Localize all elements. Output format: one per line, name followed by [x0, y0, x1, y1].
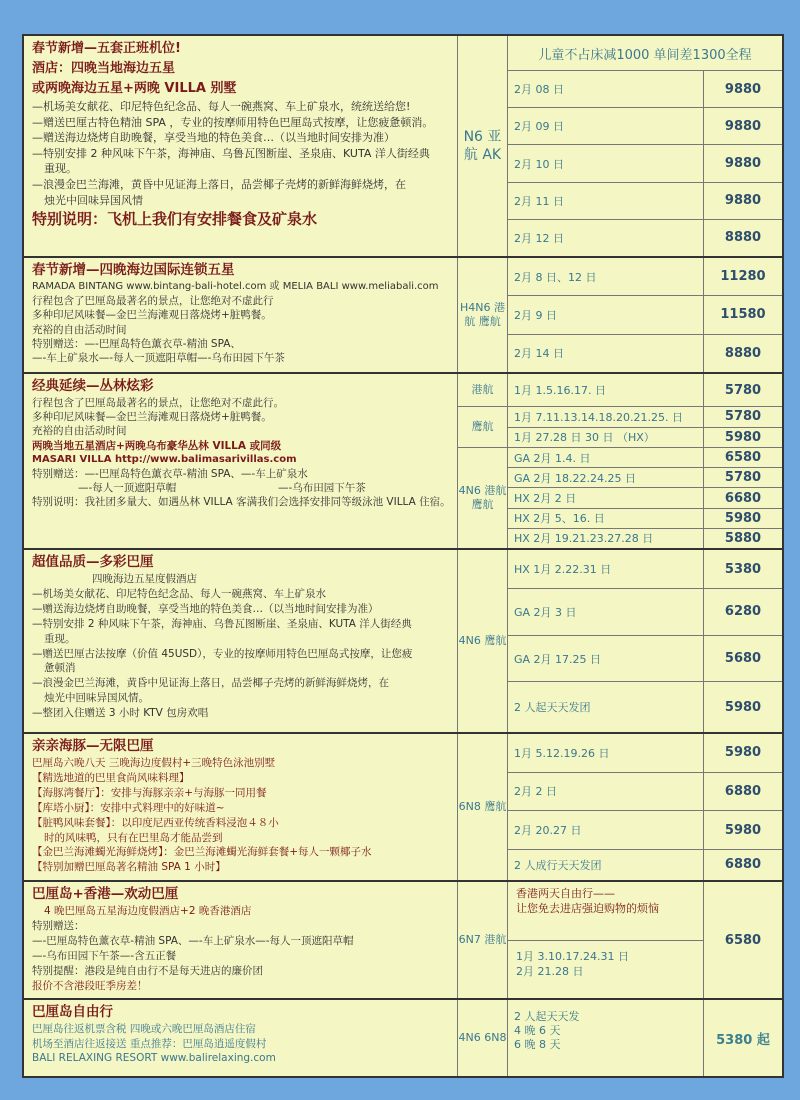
price-row [508, 773, 782, 812]
departure-date: 1月 3.10.17.24.31 日 [516, 949, 629, 963]
airline-code: 6N7 港航 [458, 882, 508, 998]
package-description [24, 258, 458, 372]
price-row [508, 220, 782, 256]
note-line: 香港两天自由行—— [516, 887, 615, 900]
departure-date: GA 2月 1.4. 日 [508, 448, 704, 467]
hotel-line: 或两晚海边五星+两晚 VILLA 别墅 [32, 81, 237, 96]
feature-line: 行程包含了巴厘岛最著名的景点，让您绝对不虚此行 [32, 295, 274, 308]
departure-date: 2月 10 日 [508, 145, 704, 181]
feature-line: 特别赠送： [32, 919, 85, 932]
feature-line: —赠送巴厘古特色精油 SPA ，专业的按摩师用特色巴厘岛式按摩，让您疲惫顿消。 [32, 115, 434, 129]
price-value: 11580 [720, 307, 766, 323]
package-dolphin [24, 734, 782, 882]
price-value: 6580 [724, 450, 762, 466]
feature-line: —浪漫金巴兰海滩，黄昏中见证海上落日，品尝椰子壳烤的新鲜海鲜烧烤，在 [32, 677, 389, 690]
feature-line: 多种印尼风味餐—金巴兰海滩观日落烧烤+脏鸭餐。 [32, 411, 272, 424]
airline-code: N6 亚航 AK [458, 36, 508, 256]
feature-line: 行程包含了巴厘岛最著名的景点，让您绝对不虚此行。 [32, 397, 284, 409]
price-row [508, 183, 782, 220]
departure-date: 4 晚 6 天 [514, 1024, 561, 1037]
feature-line: 【特别加赠巴厘岛著名精油 SPA 1 小时】 [32, 861, 226, 874]
price-value: 9880 [724, 193, 762, 209]
price-row [508, 850, 782, 880]
price-value: 5880 [724, 530, 762, 546]
feature-line: 重现。 [44, 162, 77, 176]
price-rows [508, 407, 782, 447]
departure-date: 1月 27.28 日 30 日 （HX） [508, 428, 704, 448]
price-row [508, 296, 782, 334]
feature-line: 【库塔小厨】：安排中式料理中的好味道~ [32, 801, 225, 814]
departure-date: 6 晚 8 天 [514, 1038, 561, 1051]
price-value: 8880 [724, 230, 762, 246]
price-row [508, 734, 782, 773]
feature-line: —整团入住赠送 3 小时 KTV 包房欢唱 [32, 707, 209, 720]
airline-code: 6N8 鹰航 [458, 734, 508, 880]
package-title: 巴厘岛+香港—欢动巴厘 [32, 886, 179, 902]
feature-line: 【脏鸭风味套餐】：以印度尼西亚传统香料浸泡４８小 [32, 816, 279, 829]
feature-line: —机场美女献花、印尼特色纪念品、每人一碗燕窝、车上矿泉水 [32, 587, 326, 600]
package-title: 超值品质—多彩巴厘 [32, 554, 154, 570]
price-row [508, 509, 782, 529]
feature-line: BALI RELAXING RESORT www.balirelaxing.com [32, 1052, 276, 1064]
note-line: 让您免去进店强迫购物的烦恼 [516, 902, 659, 915]
feature-line: —-乌布田园下午茶—-含五正餐 [32, 949, 177, 962]
package-bali-hongkong [24, 882, 782, 1000]
feature-line: 充裕的自由活动时间 [32, 425, 127, 438]
date-info [508, 882, 704, 998]
price-row [508, 71, 782, 108]
airline-code: 港航 [458, 374, 508, 406]
price-row [508, 428, 782, 448]
package-title: 巴厘岛自由行 [32, 1004, 113, 1020]
price-row [508, 448, 782, 468]
airline-code: 4N6 港航 鹰航 [458, 448, 508, 548]
departure-date: 1月 1.5.16.17. 日 [508, 374, 704, 406]
airline-code: 4N6 6N8 [458, 1000, 508, 1076]
price-row [508, 335, 782, 372]
departure-date: GA 2月 3 日 [508, 589, 704, 635]
price-row [508, 589, 782, 636]
package-free-travel [24, 1000, 782, 1076]
departure-date: HX 2月 2 日 [508, 488, 704, 507]
airline-code: 4N6 鹰航 [458, 550, 508, 732]
feature-line: —特别安排 2 种风味下午茶，海神庙、乌鲁瓦图断崖、圣泉庙、KUTA 洋人街经典 [32, 146, 430, 160]
departure-date: 2 人起天天发团 [508, 682, 704, 732]
feature-line: —特别安排 2 种风味下午茶，海神庙、乌鲁瓦图断崖、圣泉庙、KUTA 洋人街经典 [32, 617, 412, 630]
feature-line: 惫顿消 [44, 662, 76, 675]
price-value: 9880 [724, 118, 762, 134]
airline-group [458, 374, 782, 407]
airline-group [458, 448, 782, 548]
gift-item: —-乌布田园下午茶 [278, 482, 366, 495]
price-value: 5780 [724, 409, 762, 425]
hotel-line: 酒店：四晚当地海边五星 [32, 61, 176, 76]
hotel-line: RAMADA BINTANG www.bintang-bali-hotel.com 或 MELIA BALI www.meliabali.com [32, 281, 439, 292]
departure-date: 2月 08 日 [508, 71, 704, 107]
feature-line: 烛光中回味异国风情。 [44, 692, 149, 705]
price-sheet [22, 34, 784, 1078]
feature-line: —-车上矿泉水—-每人一顶遮阳草帽—-乌布田园下午茶 [32, 352, 285, 365]
feature-line: 时的风味鸭，只有在巴里岛才能品尝到 [44, 831, 223, 844]
package-description [24, 734, 458, 880]
price-value: 5380 起 [716, 1032, 770, 1048]
airline-group [458, 407, 782, 448]
feature-line: 报价不含港段旺季房差！ [32, 979, 148, 992]
price-rows [508, 374, 782, 406]
feature-line: 烛光中回味异国风情 [44, 193, 143, 207]
price-value: 9880 [724, 156, 762, 171]
package-title: 春节新增—四晚海边国际连锁五星 [32, 262, 235, 278]
departure-date: HX 2月 19.21.23.27.28 日 [508, 529, 704, 548]
price-value: 5380 [724, 561, 762, 577]
feature-line: 特别提醒：港段是纯自由行不是每天进店的廉价团 [32, 964, 263, 977]
package-title: 亲亲海豚—无限巴厘 [32, 738, 154, 754]
feature-line: —赠送海边烧烤自助晚餐，享受当地的特色美食…（以当地时间安排为准） [32, 131, 395, 145]
gift-item: —-每人一顶遮阳草帽 [78, 482, 177, 495]
feature-line: 充裕的自由活动时间 [32, 323, 127, 336]
hotel-line: 四晚海边五星度假酒店 [92, 573, 197, 585]
airline-groups [458, 374, 782, 548]
package-title: 春节新增—五套正班机位! [32, 41, 181, 56]
package-spring-five-flights [24, 36, 782, 258]
departure-date: 2月 12 日 [508, 220, 704, 256]
gift-line [32, 481, 452, 495]
price-row [508, 550, 782, 589]
feature-line: 【海豚湾餐厅】：安排与海豚亲亲+与海豚一同用餐 [32, 786, 267, 799]
surcharge-note: 儿童不占床减1000 单间差1300全程 [508, 36, 782, 71]
departure-date: 2 人成行天天发团 [508, 850, 704, 880]
departure-date: 2月 14 日 [508, 335, 704, 372]
feature-line: 巴厘岛往返机票含税 四晚或六晚巴厘岛酒店住宿 [32, 1023, 256, 1035]
package-description [24, 1000, 458, 1076]
departure-date: 1月 7.11.13.14.18.20.21.25. 日 [508, 407, 704, 427]
departure-date: 2月 2 日 [508, 773, 704, 811]
departure-date: 2 人起天天发 [514, 1010, 580, 1023]
departure-date: 2月 8 日、12 日 [508, 258, 704, 295]
hotel-line: MASARI VILLA http://www.balimasarivillas.com [32, 453, 297, 465]
feature-line: 【精选地道的巴里食尚风味料理】 [32, 771, 190, 784]
price-row [508, 258, 782, 296]
feature-line: 特别赠送：—-巴厘岛特色薰衣草-精油 SPA、—-车上矿泉水 [32, 468, 308, 481]
feature-line: —赠送巴厘古法按摩（价值 45USD），专业的按摩师用特色巴厘岛式按摩，让您疲 [32, 647, 413, 660]
package-description [24, 36, 458, 256]
price-value: 6880 [724, 783, 762, 799]
departure-date: 2月 21.28 日 [516, 964, 584, 978]
airline-code: H4N6 港航 鹰航 [458, 258, 508, 372]
hotel-line: 巴厘岛六晚八天 三晚海边度假村+三晚特色泳池别墅 [32, 757, 276, 769]
price-rows [508, 258, 782, 372]
package-colorful-bali [24, 550, 782, 734]
price-value: 5780 [724, 470, 762, 486]
departure-date: GA 2月 17.25 日 [508, 636, 704, 682]
package-description [24, 550, 458, 732]
date-list [508, 1000, 704, 1076]
departure-date: 2月 9 日 [508, 296, 704, 333]
feature-line: —-巴厘岛特色薰衣草-精油 SPA、—-车上矿泉水—-每人一顶遮阳草帽 [32, 934, 354, 947]
package-spring-chain-five-star [24, 258, 782, 374]
package-description [24, 882, 458, 998]
price-value: 5980 [724, 510, 762, 526]
feature-line: 特别赠送：—-巴厘岛特色薰衣草-精油 SPA、 [32, 337, 241, 350]
price-value: 9880 [724, 81, 762, 97]
price-value: 5680 [724, 651, 762, 667]
package-jungle [24, 374, 782, 550]
price-rows [508, 36, 782, 256]
package-description [24, 374, 458, 548]
departure-date: GA 2月 18.22.24.25 日 [508, 468, 704, 487]
special-note: 特别说明：我社团多量大、如遇丛林 VILLA 客满我们会选择安排同等级泳池 VILLA 住宿。 [32, 496, 451, 509]
feature-line: 机场至酒店往返接送 重点推荐：巴厘岛逍遥度假村 [32, 1037, 267, 1050]
price-row [508, 374, 782, 406]
price-value: 6580 [724, 932, 762, 948]
price-value: 6880 [724, 857, 762, 873]
feature-line: —赠送海边烧烤自助晚餐，享受当地的特色美食…（以当地时间安排为准） [32, 602, 379, 615]
special-note: 特别说明：飞机上我们有安排餐食及矿泉水 [32, 210, 318, 229]
price-value: 6680 [724, 490, 762, 506]
price-value: 8880 [724, 345, 762, 361]
price-row [508, 529, 782, 548]
price-value: 11280 [720, 269, 766, 285]
price-value: 6280 [724, 604, 762, 620]
price-row [508, 682, 782, 732]
package-title: 经典延续—丛林炫彩 [32, 378, 154, 394]
feature-line: 重现。 [44, 632, 76, 645]
hotel-line: 两晚当地五星酒店+两晚乌布豪华丛林 VILLA 或同级 [32, 439, 282, 452]
price-value: 5980 [724, 429, 762, 445]
feature-line: 【金巴兰海滩蠋光海鲜烧烤】：金巴兰海滩蠋光海鲜套餐+每人一颗椰子水 [32, 846, 372, 859]
price-row [508, 145, 782, 182]
feature-line: —浪漫金巴兰海滩，黄昏中见证海上落日，品尝椰子壳烤的新鲜海鲜烧烤，在 [32, 177, 406, 191]
departure-date: 2月 09 日 [508, 108, 704, 144]
price-value: 5980 [724, 822, 762, 838]
price-row [508, 811, 782, 850]
departure-date: HX 1月 2.22.31 日 [508, 550, 704, 588]
price-row [508, 488, 782, 508]
date-list [508, 941, 703, 999]
departure-date: 1月 5.12.19.26 日 [508, 734, 704, 772]
feature-line: 多种印尼风味餐—金巴兰海滩观日落烧烤+脏鸭餐。 [32, 309, 272, 322]
departure-date: 2月 20.27 日 [508, 811, 704, 849]
price-value: 5980 [724, 699, 762, 715]
price-rows [508, 550, 782, 732]
price-value: 5780 [724, 382, 762, 398]
departure-date: HX 2月 5、16. 日 [508, 509, 704, 528]
hk-note [508, 882, 703, 941]
price-value: 5980 [724, 745, 762, 761]
departure-date: 2月 11 日 [508, 183, 704, 219]
airline-code: 鹰航 [458, 407, 508, 447]
price-row [508, 407, 782, 428]
hotel-line: 4 晚巴厘岛五星海边度假酒店+2 晚香港酒店 [44, 905, 252, 917]
price-row [508, 468, 782, 488]
price-row [508, 636, 782, 683]
price-row [508, 108, 782, 145]
feature-line: —机场美女献花、印尼特色纪念品、每人一碗燕窝、车上矿泉水，统统送给您! [32, 100, 411, 113]
price-rows [508, 448, 782, 548]
price-rows [508, 734, 782, 880]
